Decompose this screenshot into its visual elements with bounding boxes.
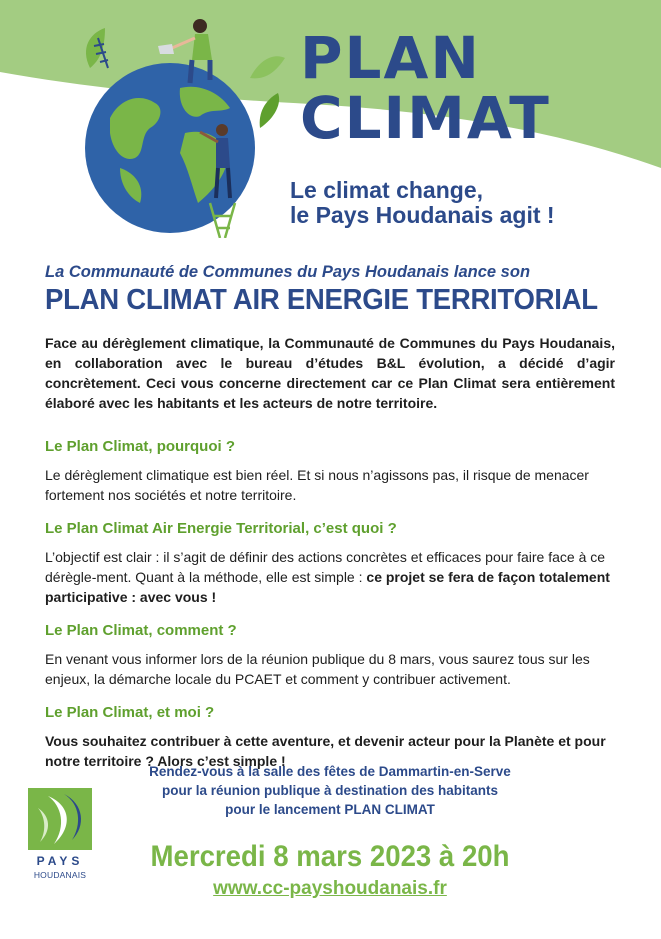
tagline-line-2: le Pays Houdanais agit !: [290, 202, 555, 228]
pays-houdanais-logo: [28, 788, 92, 896]
section-text-comment: En venant vous informer lors de la réunion publique du 8 mars, vous saurez tous sur les enjeux, la démarche locale du PCAET et comment y contribuer activement.: [45, 651, 590, 687]
page-title: [300, 24, 551, 152]
section-text-quoi-bold: ce projet se fera de façon totalement participative : avec vous !: [45, 569, 610, 605]
section-text-moi: Vous souhaitez contribuer à cette aventure, et devenir acteur pour la Planète et pour notre territoire ? Alors c’est simple !: [45, 733, 606, 769]
title-line-climat: CLIMAT: [300, 84, 551, 152]
event-line-3: pour le lancement PLAN CLIMAT: [225, 802, 435, 817]
logo-mark: [28, 788, 92, 850]
intro-paragraph: Face au dérèglement climatique, la Communauté de Communes du Pays Houdanais, en collaboration avec le bureau d’études B&L évolution, a décidé d’agir concrètement. Ceci vous concerne directement car ce Plan Climat sera entièrement élaboré avec les habitants et les acteurs de notre territoire.: [45, 335, 615, 411]
main-heading: PLAN CLIMAT AIR ENERGIE TERRITORIAL: [45, 284, 598, 316]
content-body: [45, 333, 615, 771]
title-line-plan: PLAN: [300, 24, 481, 92]
event-info: [100, 762, 560, 819]
event-line-2: pour la réunion publique à destination des habitants: [161, 783, 499, 798]
globe-illustration: [60, 8, 290, 238]
logo-word-houdanais: HOUDANAIS: [33, 870, 87, 880]
logo-swoosh-icon: [28, 788, 92, 850]
logo-word-pays: PAYS: [36, 854, 84, 868]
section-text-quoi-regular: L’objectif est clair : il s’agit de définir des actions concrètes et efficaces pour faire face à ce dérègle-ment. Quant à la méthode, elle est simple :: [45, 549, 606, 585]
section-text-pourquoi: Le dérèglement climatique est bien réel. Et si nous n’agissons pas, il risque de menacer fortement nos sociétés et notre territoire.: [45, 467, 589, 503]
website-link[interactable]: www.cc-payshoudanais.fr: [213, 878, 447, 899]
event-line-1: Rendez-vous à la salle des fêtes de Dammartin-en-Serve: [149, 764, 511, 779]
section-title-moi: Le Plan Climat, et moi ?: [45, 704, 215, 721]
event-date: Mercredi 8 mars 2023 à 20h: [150, 840, 510, 873]
section-title-quoi: Le Plan Climat Air Energie Territorial, c’est quoi ?: [45, 520, 397, 537]
section-title-comment: Le Plan Climat, comment ?: [45, 622, 237, 639]
section-title-pourquoi: Le Plan Climat, pourquoi ?: [45, 438, 236, 455]
tagline: [290, 178, 555, 228]
section-text-quoi: [45, 547, 615, 607]
tagline-line-1: Le climat change,: [290, 177, 484, 203]
intro-lead: La Communauté de Communes du Pays Houdanais lance son: [45, 263, 531, 281]
